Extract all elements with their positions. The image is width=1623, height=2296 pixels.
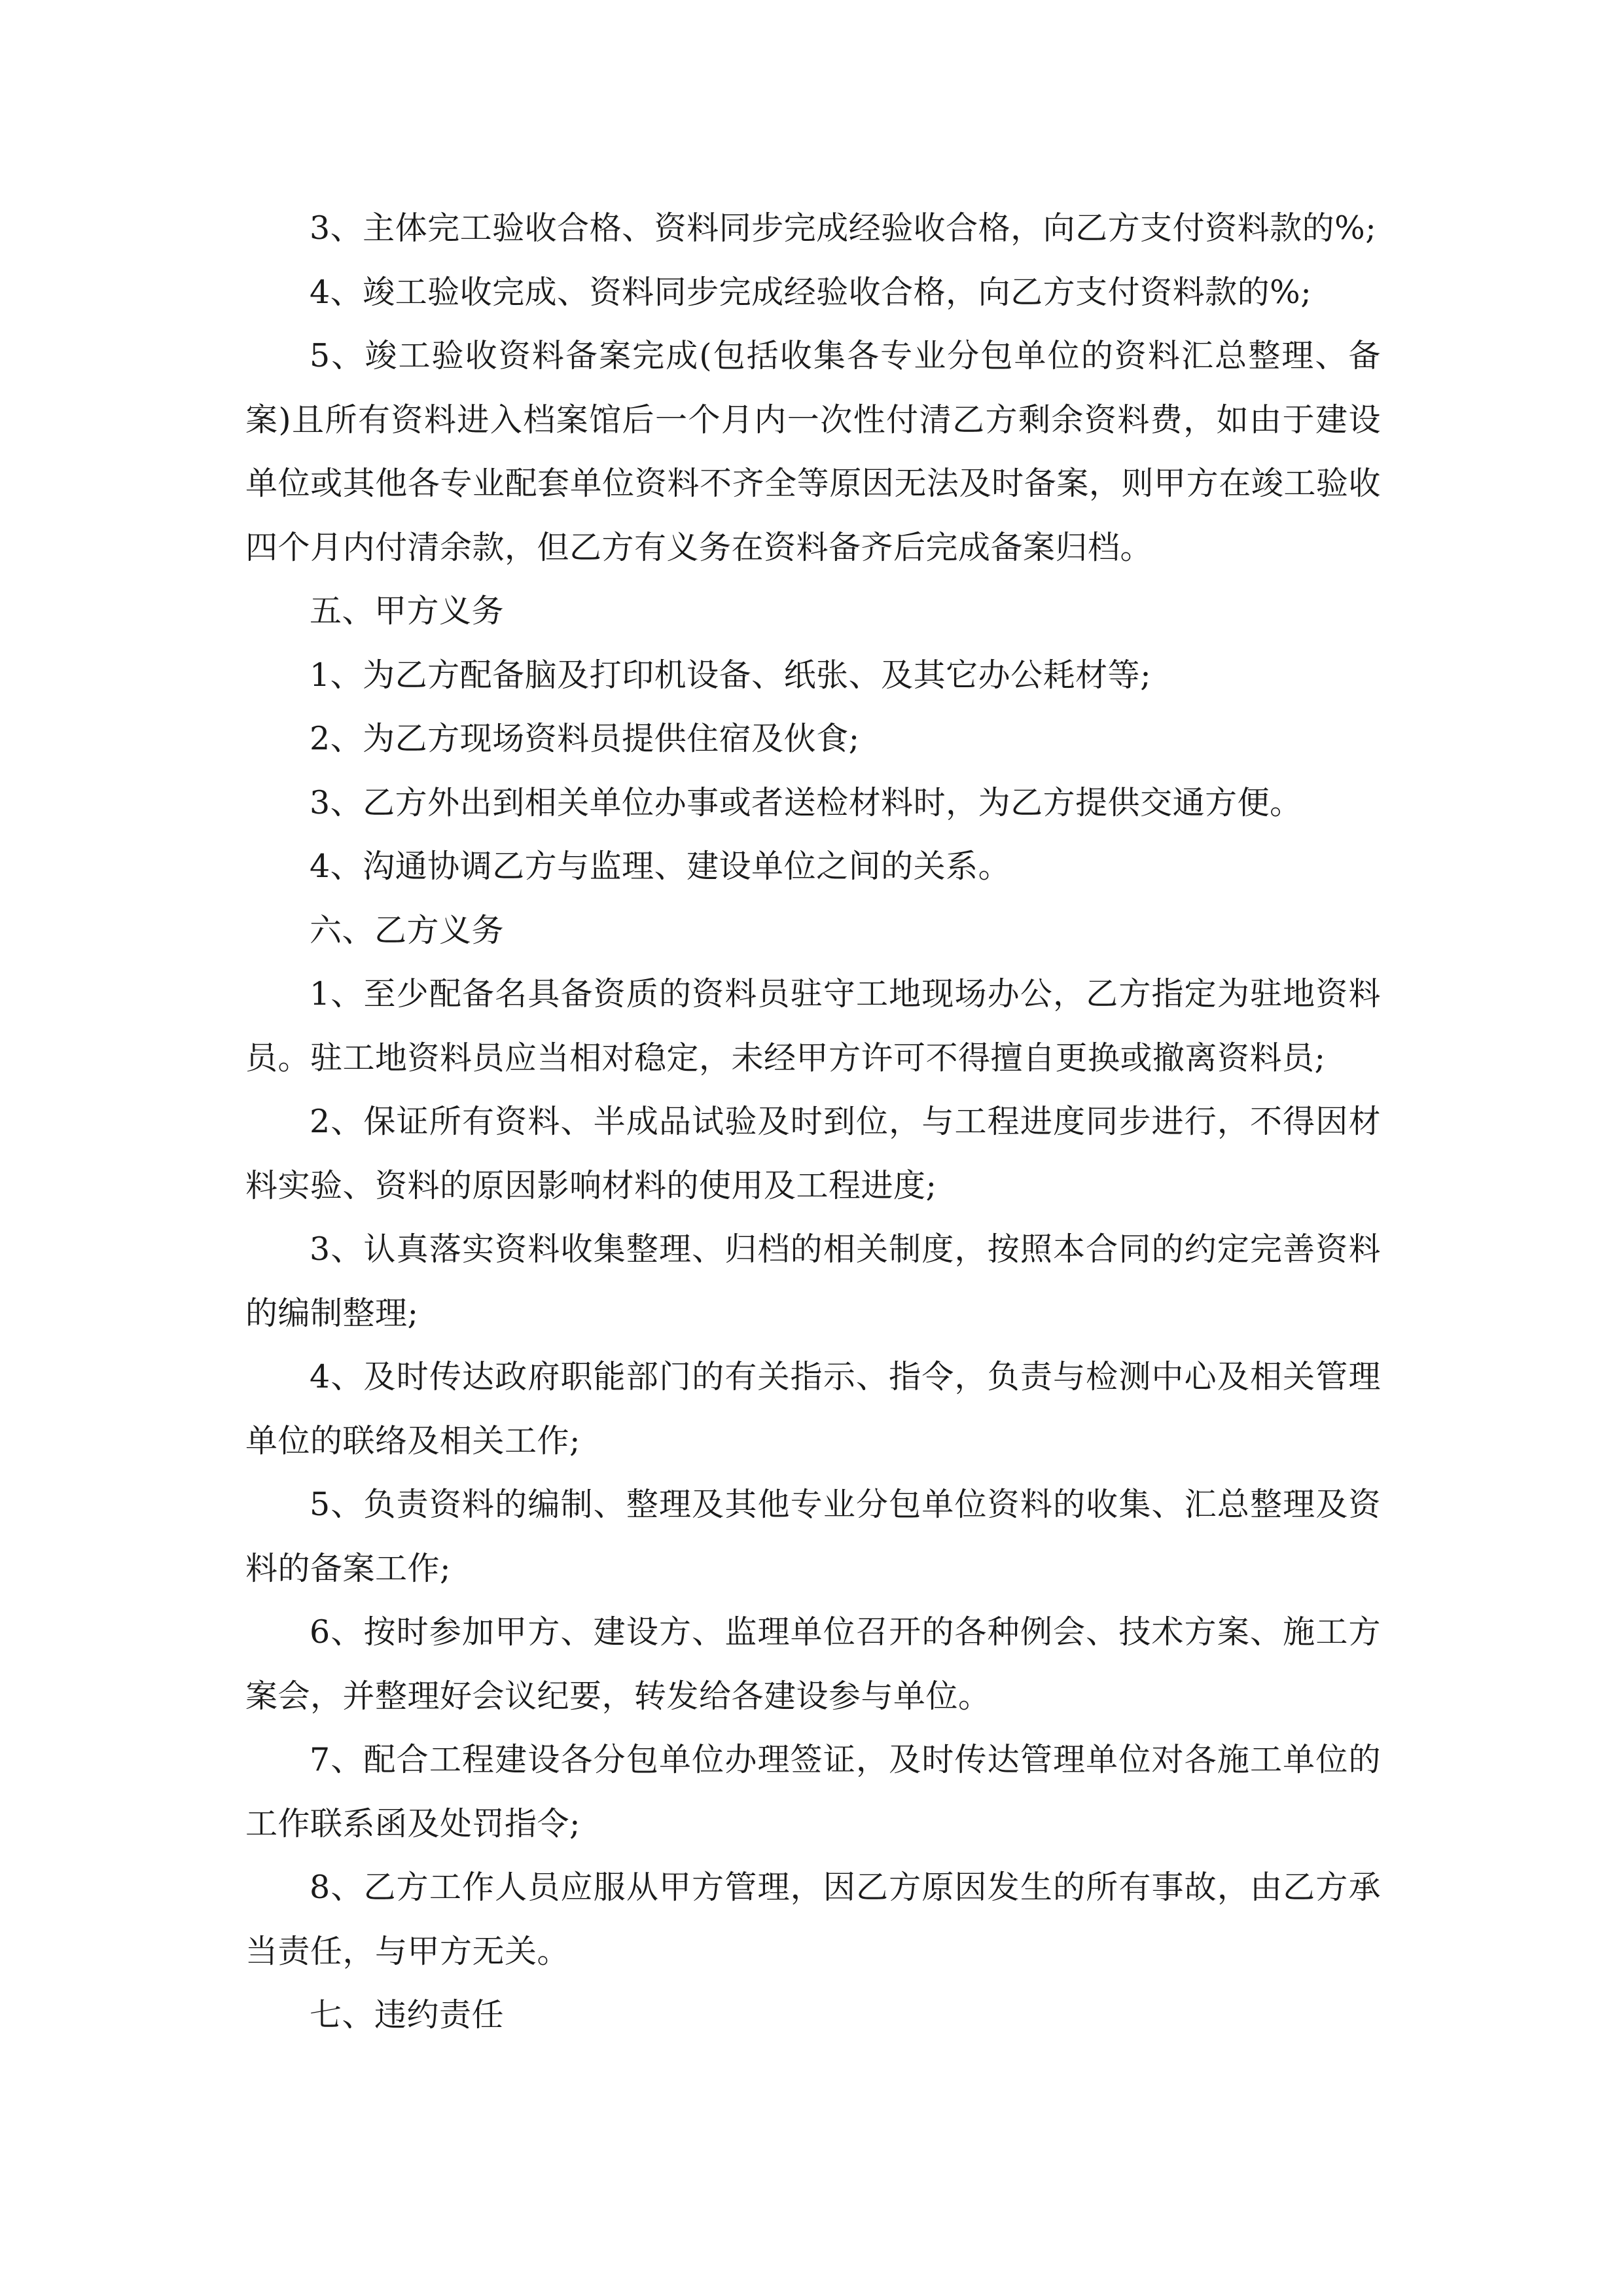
party-a-duty-4: 4、沟通协调乙方与监理、建设单位之间的关系。 <box>310 848 1011 885</box>
party-a-duty-1: 1、为乙方配备脑及打印机设备、纸张、及其它办公耗材等; <box>310 656 1152 694</box>
party-b-duty-5: 5、负责资料的编制、整理及其他专业分包单位资料的收集、汇总整理及资料的备案工作; <box>245 1486 1381 1587</box>
party-b-duty-3: 3、认真落实资料收集整理、归档的相关制度，按照本合同的约定完善资料的编制整理; <box>245 1230 1381 1332</box>
party-b-duty-7: 7、配合工程建设各分包单位办理签证，及时传达管理单位对各施工单位的工作联系函及处罚指令; <box>245 1741 1381 1842</box>
section-heading-party-b-duties: 六、乙方义务 <box>310 911 505 949</box>
party-b-duty-8: 8、乙方工作人员应服从甲方管理，因乙方原因发生的所有事故，由乙方承当责任，与甲方无关。 <box>245 1869 1381 1970</box>
document-body <box>245 196 1381 2047</box>
party-b-duty-4: 4、及时传达政府职能部门的有关指示、指令，负责与检测中心及相关管理单位的联络及相关工作; <box>245 1358 1381 1460</box>
party-a-duty-2: 2、为乙方现场资料员提供住宿及伙食; <box>310 720 860 757</box>
clause-payment-3: 3、主体完工验收合格、资料同步完成经验收合格，向乙方支付资料款的%; <box>310 209 1377 247</box>
section-heading-liability: 七、违约责任 <box>310 1996 505 2034</box>
party-a-duty-3: 3、乙方外出到相关单位办事或者送检材料时，为乙方提供交通方便。 <box>310 783 1302 821</box>
clause-payment-5: 5、竣工验收资料备案完成(包括收集各专业分包单位的资料汇总整理、备案)且所有资料进入档案馆后一个月内一次性付清乙方剩余资料费，如由于建设单位或其他各专业配套单位资料不齐全等原因无法及时备案，则甲方在竣工验收四个月内付清余款，但乙方有义务在资料备齐后完成备案归档。 <box>245 337 1381 566</box>
party-b-duty-6: 6、按时参加甲方、建设方、监理单位召开的各种例会、技术方案、施工方案会，并整理好会议纪要，转发给各建设参与单位。 <box>245 1613 1381 1715</box>
clause-payment-4: 4、竣工验收完成、资料同步完成经验收合格，向乙方支付资料款的%; <box>310 273 1312 311</box>
party-b-duty-1: 1、至少配备名具备资质的资料员驻守工地现场办公，乙方指定为驻地资料员。驻工地资料员应当相对稳定，未经甲方许可不得擅自更换或撤离资料员; <box>245 975 1381 1077</box>
section-heading-party-a-duties: 五、甲方义务 <box>310 592 505 630</box>
party-b-duty-2: 2、保证所有资料、半成品试验及时到位，与工程进度同步进行，不得因材料实验、资料的原因影响材料的使用及工程进度; <box>245 1103 1381 1204</box>
